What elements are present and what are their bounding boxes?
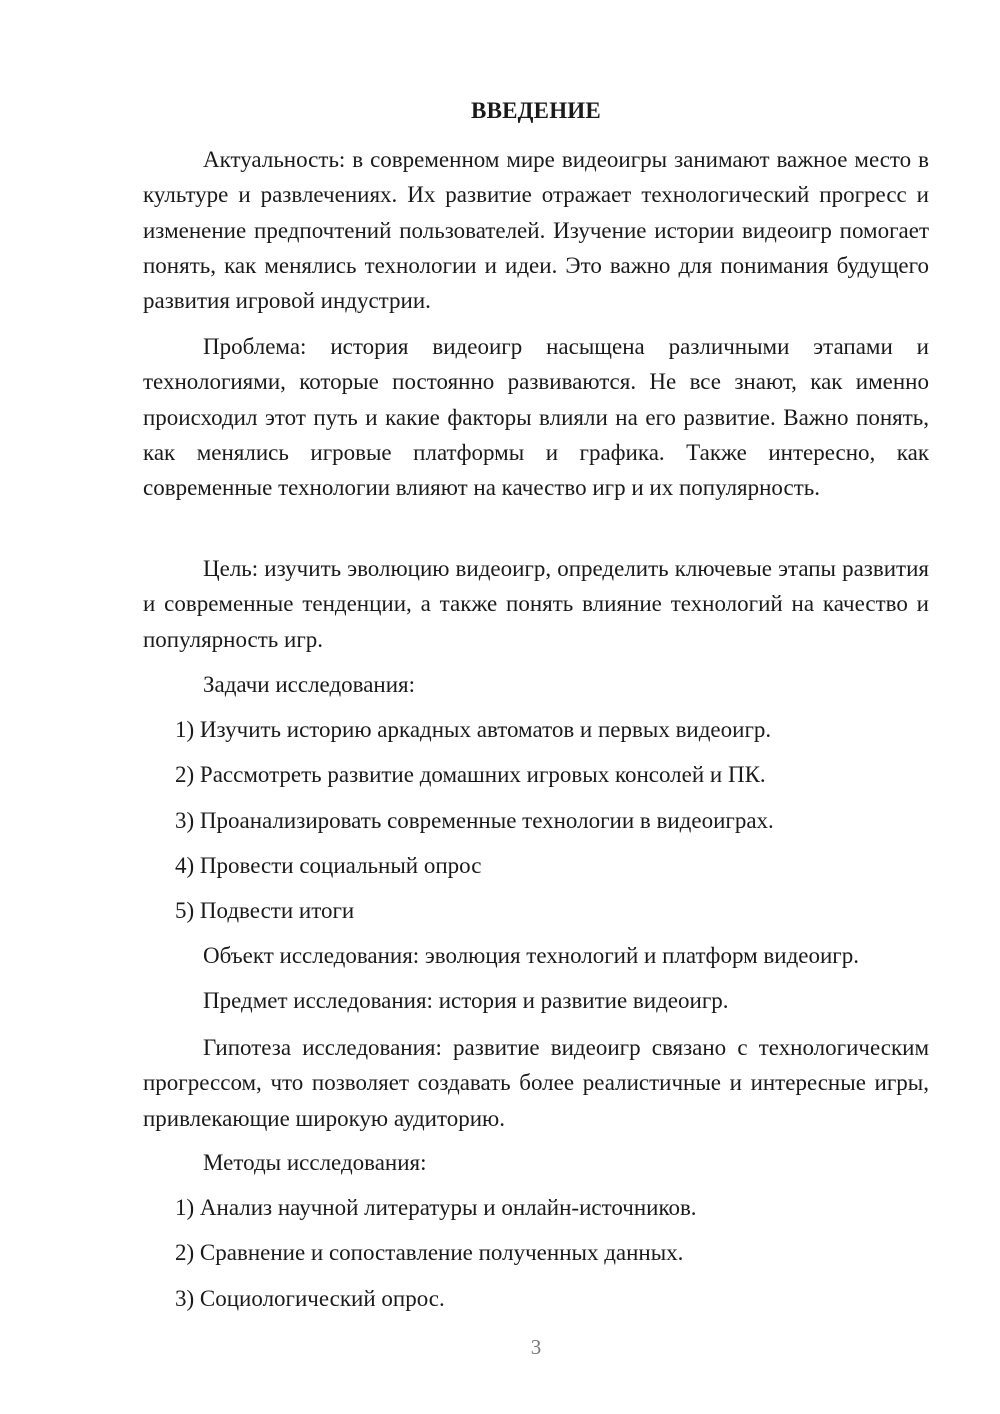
task-item-5: 5) Подвести итоги	[175, 898, 355, 923]
task-item-3: 3) Проанализировать современные технологии в видеоиграх.	[175, 808, 774, 833]
problem-paragraph: Проблема: история видеоигр насыщена различными этапами и технологиями, которые постоянно развиваются. Не все знают, как именно происходил этот путь и какие факторы влияли на его развитие. Важно понять, как менялись игровые платформы и графика. Также интересно, как современные технологии влияют на качество игр и их популярность.	[143, 334, 929, 501]
task-item-1: 1) Изучить историю аркадных автоматов и первых видеоигр.	[175, 717, 772, 742]
method-item-2: 2) Сравнение и сопоставление полученных данных.	[175, 1240, 684, 1265]
research-subject: Предмет исследования: история и развитие видеоигр.	[203, 988, 729, 1013]
page-number: 3	[530, 1335, 542, 1359]
method-item-3: 3) Социологический опрос.	[175, 1286, 445, 1311]
task-item-4: 4) Провести социальный опрос	[175, 853, 482, 878]
research-object: Объект исследования: эволюция технологий и платформ видеоигр.	[203, 943, 859, 968]
hypothesis-paragraph: Гипотеза исследования: развитие видеоигр связано с технологическим прогрессом, что позволяет создавать более реалистичные и интересные игры, привлекающие широкую аудиторию.	[143, 1035, 929, 1131]
method-item-1: 1) Анализ научной литературы и онлайн-источников.	[175, 1195, 697, 1220]
relevance-paragraph: Актуальность: в современном мире видеоигры занимают важное место в культуре и развлечениях. Их развитие отражает технологический прогресс и изменение предпочтений пользователей. Изучение истории видеоигр помогает понять, как менялись технологии и идеи. Это важно для понимания будущего развития игровой индустрии.	[143, 147, 929, 314]
tasks-label: Задачи исследования:	[203, 672, 416, 697]
page-title: ВВЕДЕНИЕ	[471, 98, 601, 123]
methods-label: Методы исследования:	[203, 1150, 427, 1175]
task-item-2: 2) Рассмотреть развитие домашних игровых консолей и ПК.	[175, 762, 766, 787]
goal-paragraph: Цель: изучить эволюцию видеоигр, определить ключевые этапы развития и современные тенденции, а также понять влияние технологий на качество и популярность игр.	[143, 556, 929, 652]
